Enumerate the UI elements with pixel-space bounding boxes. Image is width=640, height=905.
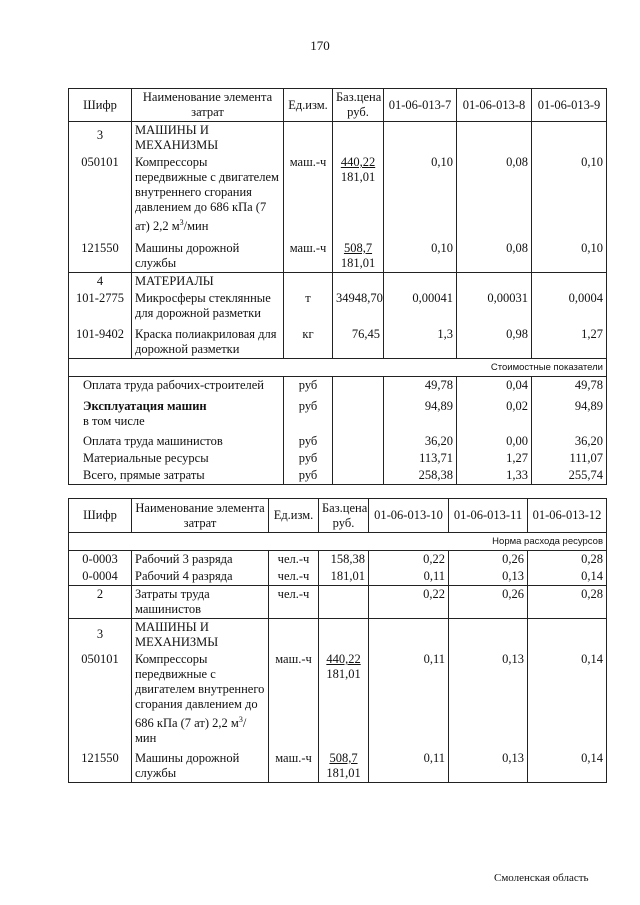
row-code: 050101 bbox=[69, 651, 132, 747]
row-value: 0,10 bbox=[384, 154, 457, 235]
cost-name: Эксплуатация машин в том числе bbox=[69, 394, 284, 430]
cost-value: 258,38 bbox=[384, 467, 457, 485]
column-header: Ед.изм. bbox=[269, 499, 319, 533]
row-value: 0,22 bbox=[369, 551, 449, 569]
column-header: 01-06-013-12 bbox=[528, 499, 607, 533]
row-code: 121550 bbox=[69, 747, 132, 783]
row-price: 440,22 181,01 bbox=[319, 651, 369, 747]
cost-name: Оплата труда рабочих-строителей bbox=[69, 377, 284, 395]
column-header: 01-06-013-9 bbox=[532, 89, 607, 122]
cost-unit: руб bbox=[284, 430, 333, 450]
section-code: 4 bbox=[69, 273, 132, 291]
row-code: 0-0003 bbox=[69, 551, 132, 569]
column-header: Баз.цена руб. bbox=[333, 89, 384, 122]
table-row bbox=[69, 568, 607, 586]
section-code: 3 bbox=[69, 122, 132, 155]
column-header: 01-06-013-7 bbox=[384, 89, 457, 122]
cost-value: 94,89 bbox=[384, 394, 457, 430]
cost-row bbox=[69, 377, 607, 395]
row-value: 0,14 bbox=[528, 568, 607, 586]
row-name: Компрессоры передвижные с двигателем внутреннего сгорания давлением до 686 кПа (7 ат) 2,2 $м^3$/мин bbox=[132, 651, 269, 747]
row-price: 158,38 bbox=[319, 551, 369, 569]
row-value: 0,11 bbox=[369, 651, 449, 747]
column-header: Шифр bbox=[69, 89, 132, 122]
row-value: 0,00041 bbox=[384, 290, 457, 322]
row-price: 440,22 181,01 bbox=[333, 154, 384, 235]
row-value: 0,22 bbox=[369, 586, 449, 619]
row-unit: чел.-ч bbox=[269, 568, 319, 586]
cost-unit: руб bbox=[284, 377, 333, 395]
section-row bbox=[69, 619, 607, 652]
row-value: 0,98 bbox=[457, 322, 532, 359]
row-unit: т bbox=[284, 290, 333, 322]
cost-row bbox=[69, 467, 607, 485]
column-header: Наименование элемента затрат bbox=[132, 89, 284, 122]
norm-label-row bbox=[69, 533, 607, 551]
section-title: МАШИНЫ И МЕХАНИЗМЫ bbox=[132, 619, 269, 652]
row-name: Машины дорожной службы bbox=[132, 235, 284, 273]
table-row bbox=[69, 551, 607, 569]
row-unit: маш.-ч bbox=[284, 235, 333, 273]
row-value: 0,08 bbox=[457, 235, 532, 273]
footer-region: Смоленская область bbox=[494, 872, 589, 884]
column-header: Наименование элемента затрат bbox=[132, 499, 269, 533]
resource-table-2 bbox=[68, 498, 607, 783]
row-code: 101-9402 bbox=[69, 322, 132, 359]
column-header: Шифр bbox=[69, 499, 132, 533]
row-code: 101-2775 bbox=[69, 290, 132, 322]
table-row bbox=[69, 747, 607, 783]
cost-row bbox=[69, 450, 607, 467]
row-value: 0,00031 bbox=[457, 290, 532, 322]
cost-value: 0,02 bbox=[457, 394, 532, 430]
row-price: 508,7 181,01 bbox=[319, 747, 369, 783]
table-header-row bbox=[69, 499, 607, 533]
row-code: 121550 bbox=[69, 235, 132, 273]
row-unit: кг bbox=[284, 322, 333, 359]
row-price: 34948,70 bbox=[333, 290, 384, 322]
cost-unit: руб bbox=[284, 450, 333, 467]
cost-value: 0,00 bbox=[457, 430, 532, 450]
row-value: 1,27 bbox=[532, 322, 607, 359]
cost-unit: руб bbox=[284, 467, 333, 485]
row-code: 2 bbox=[69, 586, 132, 619]
table-row bbox=[69, 290, 607, 322]
cost-value: 1,27 bbox=[457, 450, 532, 467]
table-row bbox=[69, 154, 607, 235]
cost-value: 111,07 bbox=[532, 450, 607, 467]
cost-row bbox=[69, 394, 607, 430]
cost-name: Материальные ресурсы bbox=[69, 450, 284, 467]
cost-value: 36,20 bbox=[532, 430, 607, 450]
row-value: 0,14 bbox=[528, 651, 607, 747]
column-header: 01-06-013-11 bbox=[449, 499, 528, 533]
row-unit: маш.-ч bbox=[284, 154, 333, 235]
cost-name: Всего, прямые затраты bbox=[69, 467, 284, 485]
row-value: 0,08 bbox=[457, 154, 532, 235]
row-name: Краска полиакриловая для дорожной разметки bbox=[132, 322, 284, 359]
cost-unit: руб bbox=[284, 394, 333, 430]
cost-value: 94,89 bbox=[532, 394, 607, 430]
cost-name: Оплата труда машинистов bbox=[69, 430, 284, 450]
row-name: Рабочий 4 разряда bbox=[132, 568, 269, 586]
row-value: 0,26 bbox=[449, 551, 528, 569]
row-value: 0,28 bbox=[528, 551, 607, 569]
cost-label-row bbox=[69, 359, 607, 377]
column-header: Баз.цена руб. bbox=[319, 499, 369, 533]
row-value: 0,10 bbox=[532, 154, 607, 235]
table-row bbox=[69, 651, 607, 747]
section-title: МАТЕРИАЛЫ bbox=[132, 273, 284, 291]
row-name: Затраты труда машинистов bbox=[132, 586, 269, 619]
column-header: Ед.изм. bbox=[284, 89, 333, 122]
row-value: 0,10 bbox=[532, 235, 607, 273]
cost-value: 49,78 bbox=[532, 377, 607, 395]
row-code: 0-0004 bbox=[69, 568, 132, 586]
row-value: 0,11 bbox=[369, 747, 449, 783]
section-row bbox=[69, 122, 607, 155]
cost-value: 49,78 bbox=[384, 377, 457, 395]
row-name: Машины дорожной службы bbox=[132, 747, 269, 783]
row-price: 508,7 181,01 bbox=[333, 235, 384, 273]
column-header: 01-06-013-10 bbox=[369, 499, 449, 533]
cost-value: 1,33 bbox=[457, 467, 532, 485]
row-value: 0,13 bbox=[449, 568, 528, 586]
row-unit: чел.-ч bbox=[269, 586, 319, 619]
cost-value: 113,71 bbox=[384, 450, 457, 467]
row-value: 0,11 bbox=[369, 568, 449, 586]
row-name: Микросферы стеклянные для дорожной разметки bbox=[132, 290, 284, 322]
row-unit: маш.-ч bbox=[269, 651, 319, 747]
row-code: 050101 bbox=[69, 154, 132, 235]
row-value: 1,3 bbox=[384, 322, 457, 359]
row-price: 181,01 bbox=[319, 568, 369, 586]
section-code: 3 bbox=[69, 619, 132, 652]
row-value: 0,28 bbox=[528, 586, 607, 619]
row-value: 0,0004 bbox=[532, 290, 607, 322]
cost-value: 0,04 bbox=[457, 377, 532, 395]
row-value: 0,10 bbox=[384, 235, 457, 273]
cost-value: 36,20 bbox=[384, 430, 457, 450]
row-value: 0,26 bbox=[449, 586, 528, 619]
row-value: 0,13 bbox=[449, 747, 528, 783]
cost-value: 255,74 bbox=[532, 467, 607, 485]
page-number: 170 bbox=[310, 38, 330, 53]
column-header: 01-06-013-8 bbox=[457, 89, 532, 122]
resource-table-1 bbox=[68, 88, 607, 485]
cost-row bbox=[69, 430, 607, 450]
table-row bbox=[69, 322, 607, 359]
section-title: МАШИНЫ И МЕХАНИЗМЫ bbox=[132, 122, 284, 155]
row-value: 0,14 bbox=[528, 747, 607, 783]
row-price: 76,45 bbox=[333, 322, 384, 359]
norm-label: Норма расхода ресурсов bbox=[69, 533, 607, 551]
row-unit: маш.-ч bbox=[269, 747, 319, 783]
cost-label: Стоимостные показатели bbox=[69, 359, 607, 377]
row-name: Компрессоры передвижные с двигателем внутреннего сгорания давлением до 686 кПа (7 ат) 2,2 $м^3$/мин bbox=[132, 154, 284, 235]
row-value: 0,13 bbox=[449, 651, 528, 747]
section-row bbox=[69, 273, 607, 291]
table-header-row bbox=[69, 89, 607, 122]
table-row bbox=[69, 586, 607, 619]
table-row bbox=[69, 235, 607, 273]
row-name: Рабочий 3 разряда bbox=[132, 551, 269, 569]
row-unit: чел.-ч bbox=[269, 551, 319, 569]
